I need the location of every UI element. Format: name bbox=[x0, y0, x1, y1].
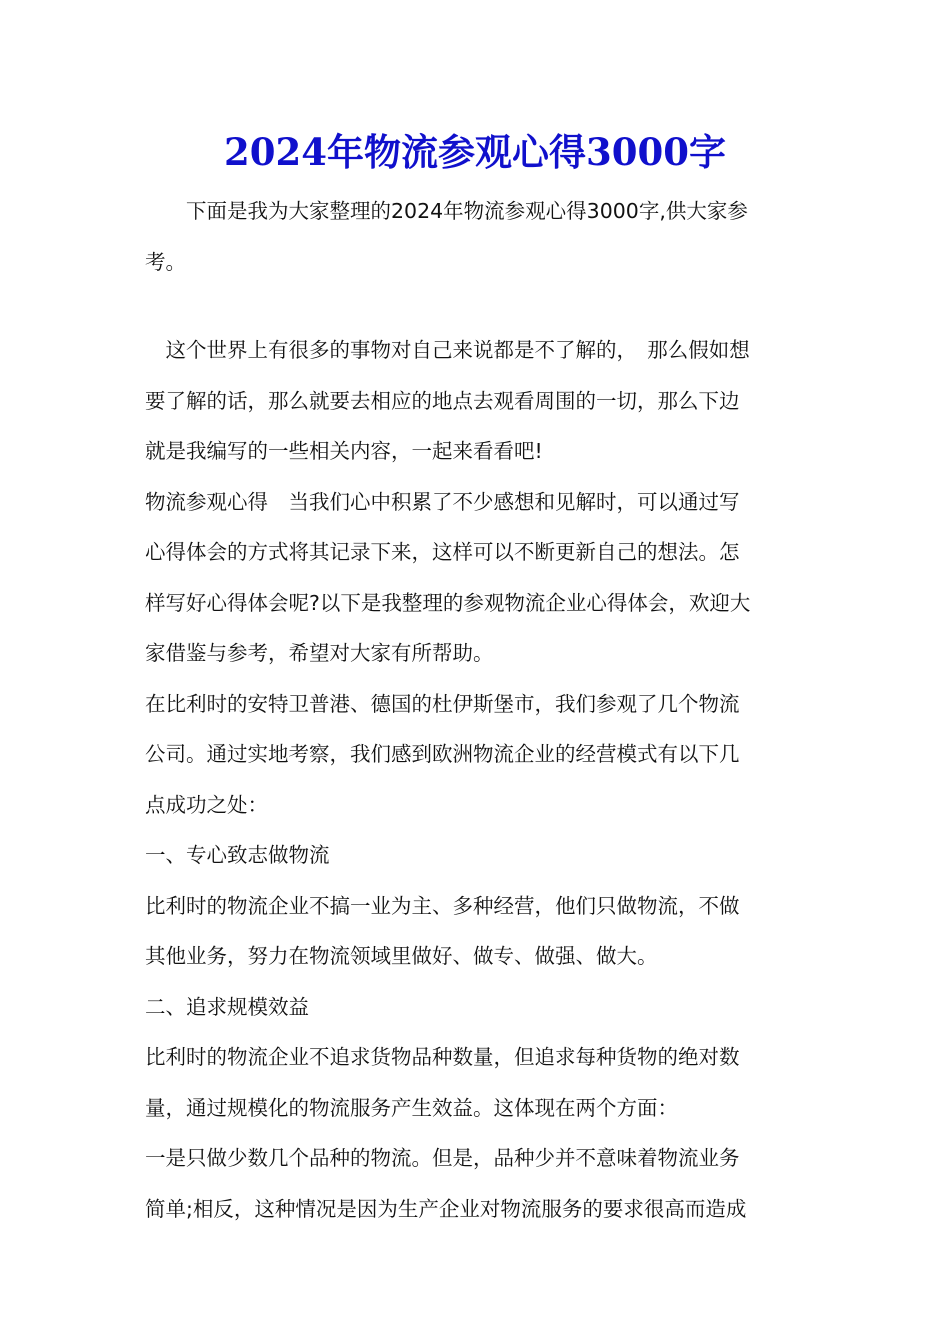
text-line: 下面是我为大家整理的2024年物流参观心得3000字,供大家参 bbox=[145, 199, 748, 223]
text-line: 公司。通过实地考察，我们感到欧洲物流企业的经营模式有以下几 bbox=[145, 742, 740, 766]
text-line: 心得体会的方式将其记录下来，这样可以不断更新自己的想法。怎 bbox=[145, 540, 740, 564]
document-title: 2024年物流参观心得3000字 bbox=[224, 130, 726, 174]
text-line: 一是只做少数几个品种的物流。但是，品种少并不意味着物流业务 bbox=[145, 1146, 740, 1170]
text-line: 样写好心得体会呢?以下是我整理的参观物流企业心得体会，欢迎大 bbox=[145, 590, 751, 615]
intro-block bbox=[145, 186, 805, 287]
text-line: 点成功之处： bbox=[145, 792, 268, 817]
text-line: 其他业务，努力在物流领域里做好、做专、做强、做大。 bbox=[145, 944, 658, 968]
text-line: 就是我编写的一些相关内容，一起来看看吧! bbox=[145, 439, 543, 463]
text-line: 量，通过规模化的物流服务产生效益。这体现在两个方面： bbox=[145, 1095, 678, 1120]
text-line: 简单;相反，这种情况是因为生产企业对物流服务的要求很高而造成 bbox=[145, 1196, 747, 1221]
section-heading: 二、追求规模效益 bbox=[145, 994, 309, 1019]
text-line: 要了解的话，那么就要去相应的地点去观看周围的一切，那么下边 bbox=[145, 388, 740, 413]
text-line: 这个世界上有很多的事物对自己来说都是不了解的， 那么假如想 bbox=[145, 338, 750, 362]
section-heading: 一、专心致志做物流 bbox=[145, 843, 330, 867]
text-line: 考。 bbox=[145, 249, 186, 274]
body-block bbox=[145, 325, 805, 1234]
text-line: 物流参观心得 当我们心中积累了不少感想和见解时，可以通过写 bbox=[145, 489, 740, 514]
text-line: 在比利时的安特卫普港、德国的杜伊斯堡市，我们参观了几个物流 bbox=[145, 691, 740, 716]
text-line: 比利时的物流企业不搞一业为主、多种经营，他们只做物流，不做 bbox=[145, 893, 740, 918]
text-line: 家借鉴与参考，希望对大家有所帮助。 bbox=[145, 641, 494, 665]
text-line: 比利时的物流企业不追求货物品种数量，但追求每种货物的绝对数 bbox=[145, 1045, 740, 1069]
